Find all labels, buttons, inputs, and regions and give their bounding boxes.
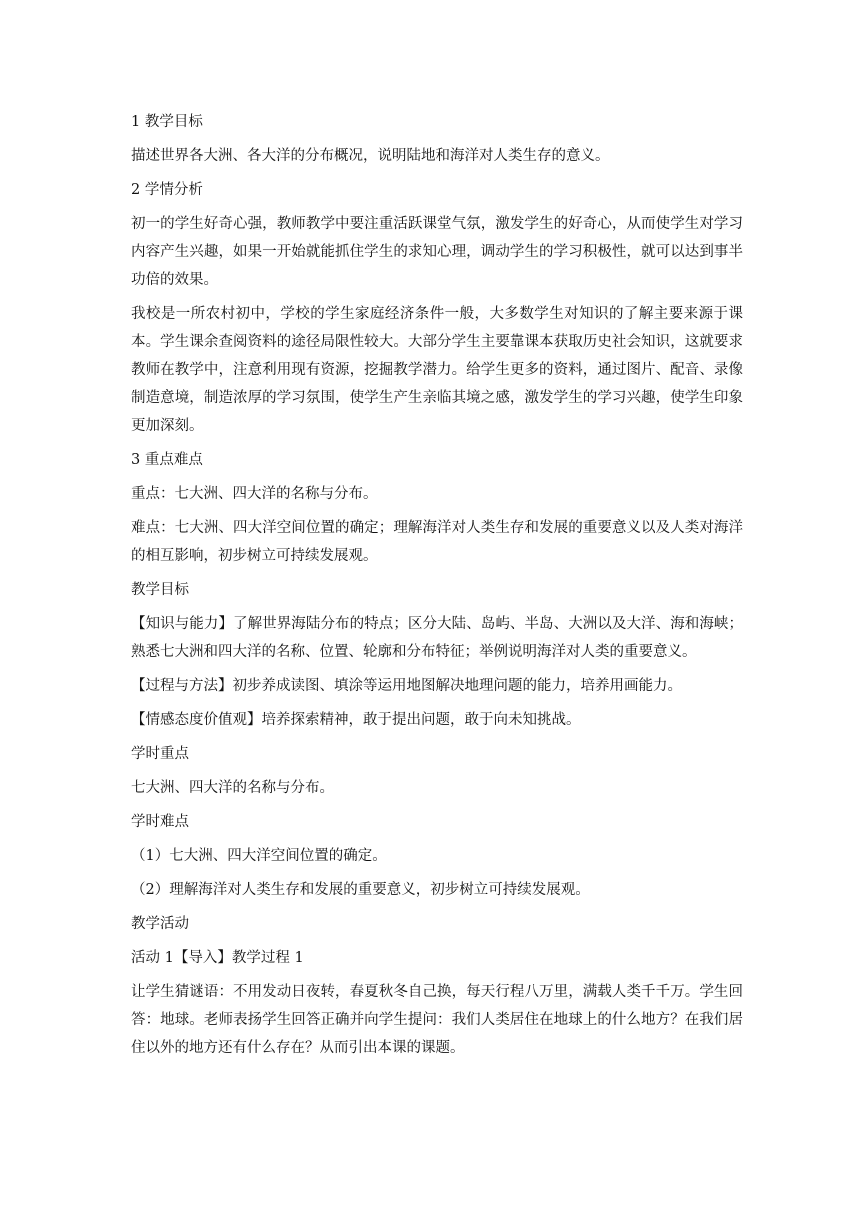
paragraph: 【知识与能力】了解世界海陆分布的特点；区分大陆、岛屿、半岛、大洲以及大洋、海和海峡；熟悉七大洲和四大洋的名称、位置、轮廓和分布特征；举例说明海洋对人类的重要意义。 — [131, 616, 743, 660]
list-item: （2）理解海洋对人类生存和发展的重要意义，初步树立可持续发展观。 — [131, 882, 590, 898]
heading-activity-1: 活动 1【导入】教学过程 1 — [131, 950, 304, 966]
heading-student-analysis: 2 学情分析 — [131, 182, 203, 198]
paragraph: 让学生猜谜语：不用发动日夜转，春夏秋冬自己换，每天行程八万里，满载人类千千万。学生回答：地球。老师表扬学生回答正确并向学生提问：我们人类居住在地球上的什么地方？在我们居住以外的地方还有什么存在？从而引出本课的课题。 — [131, 984, 743, 1056]
heading-teaching-goal: 1 教学目标 — [131, 114, 203, 130]
paragraph: 难点：七大洲、四大洋空间位置的确定；理解海洋对人类生存和发展的重要意义以及人类对海洋的相互影响，初步树立可持续发展观。 — [131, 520, 743, 564]
heading-teaching-objectives: 教学目标 — [131, 582, 189, 598]
heading-lesson-difficulty: 学时难点 — [131, 814, 189, 830]
heading-lesson-focus: 学时重点 — [131, 746, 189, 762]
paragraph: 重点：七大洲、四大洋的名称与分布。 — [131, 486, 378, 502]
paragraph: 【情感态度价值观】培养探索精神，敢于提出问题，敢于向未知挑战。 — [131, 712, 581, 728]
paragraph: 初一的学生好奇心强，教师教学中要注重活跃课堂气氛，激发学生的好奇心，从而使学生对学习内容产生兴趣，如果一开始就能抓住学生的求知心理，调动学生的学习积极性，就可以达到事半功倍的效果。 — [131, 216, 743, 288]
paragraph: 【过程与方法】初步养成读图、填涂等运用地图解决地理问题的能力，培养用画能力。 — [131, 678, 682, 694]
paragraph: 我校是一所农村初中，学校的学生家庭经济条件一般，大多数学生对知识的了解主要来源于课本。学生课余查阅资料的途径局限性较大。大部分学生主要靠课本获取历史社会知识，这就要求教师在教学中，注意利用现有资源，挖掘教学潜力。给学生更多的资料，通过图片、配音、录像制造意境，制造浓厚的学习氛围，使学生产生亲临其境之感，激发学生的学习兴趣，使学生印象更加深刻。 — [131, 306, 743, 434]
paragraph: 七大洲、四大洋的名称与分布。 — [131, 780, 334, 796]
heading-key-points: 3 重点难点 — [131, 452, 203, 468]
list-item: （1）七大洲、四大洋空间位置的确定。 — [131, 848, 387, 864]
heading-teaching-activities: 教学活动 — [131, 916, 189, 932]
document-page — [131, 108, 743, 1068]
paragraph: 描述世界各大洲、各大洋的分布概况，说明陆地和海洋对人类生存的意义。 — [131, 148, 610, 164]
